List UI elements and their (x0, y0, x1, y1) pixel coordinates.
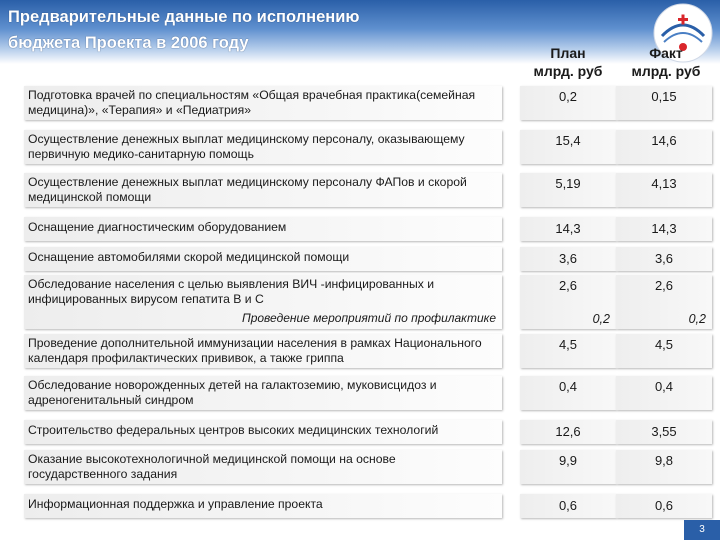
page-title (8, 4, 428, 56)
row-plan-value: 0,2 (520, 86, 616, 120)
row-plan-cell (520, 275, 616, 329)
row-fact-value: 0,15 (616, 86, 712, 120)
row-fact-value: 3,55 (616, 420, 712, 444)
row-plan-value: 3,6 (520, 247, 616, 271)
row-fact-value: 14,6 (616, 130, 712, 164)
column-header-fact (620, 44, 712, 80)
row-plan-value: 2,6 (558, 278, 578, 293)
row-plan-value: 9,9 (520, 450, 616, 484)
row-label: Оснащение диагностическим оборудованием (24, 217, 502, 241)
title-line-1: Предварительные данные по исполнению (8, 8, 360, 26)
row-fact-value: 0,6 (616, 494, 712, 518)
fact-header-line2: млрд. руб (631, 63, 701, 79)
row-sub-plan-value: 0,2 (592, 312, 610, 326)
row-sub-fact-value: 0,2 (688, 312, 706, 326)
row-fact-cell (616, 275, 712, 329)
row-label: Информационная поддержка и управление проекта (24, 494, 502, 518)
row-plan-value: 0,4 (520, 376, 616, 410)
row-fact-value: 9,8 (616, 450, 712, 484)
row-label-text: Обследование населения с целью выявления ВИЧ -инфицированных и инфицированных вирусом гепатита В и С (28, 277, 435, 306)
plan-header-line1: План (550, 45, 586, 61)
row-sub-label: Проведение мероприятий по профилактике (242, 311, 496, 325)
row-plan-value: 14,3 (520, 217, 616, 241)
row-plan-value: 12,6 (520, 420, 616, 444)
fact-header-line1: Факт (649, 45, 683, 61)
row-label: Оказание высокотехнологичной медицинской помощи на основе государственного задания (24, 450, 502, 484)
row-plan-value: 4,5 (520, 334, 616, 368)
page-number: 3 (684, 520, 720, 540)
row-label: Проведение дополнительной иммунизации населения в рамках Национального календаря профилактических прививок, а также гриппа (24, 334, 502, 368)
row-fact-value: 14,3 (616, 217, 712, 241)
column-header-plan (522, 44, 614, 80)
row-label: Обследование новорожденных детей на галактоземию, муковисцидоз и адреногенитальный синдром (24, 376, 502, 410)
row-fact-value: 2,6 (654, 278, 674, 293)
row-label: Строительство федеральных центров высоких медицинских технологий (24, 420, 502, 444)
row-fact-value: 4,13 (616, 173, 712, 207)
row-fact-value: 4,5 (616, 334, 712, 368)
row-label (24, 275, 502, 329)
row-plan-value: 15,4 (520, 130, 616, 164)
row-label: Оснащение автомобилями скорой медицинской помощи (24, 247, 502, 271)
row-label: Осуществление денежных выплат медицинскому персоналу, оказывающему первичную медико-санитарную помощь (24, 130, 502, 164)
row-fact-value: 0,4 (616, 376, 712, 410)
plan-header-line2: млрд. руб (533, 63, 603, 79)
row-fact-value: 3,6 (616, 247, 712, 271)
title-line-2: бюджета Проекта в 2006 году (8, 34, 249, 52)
row-label: Осуществление денежных выплат медицинскому персоналу ФАПов и скорой медицинской помощи (24, 173, 502, 207)
row-plan-value: 0,6 (520, 494, 616, 518)
row-label: Подготовка врачей по специальностям «Общая врачебная практика(семейная медицина)», «Терапия» и «Педиатрия» (24, 86, 502, 120)
row-plan-value: 5,19 (520, 173, 616, 207)
